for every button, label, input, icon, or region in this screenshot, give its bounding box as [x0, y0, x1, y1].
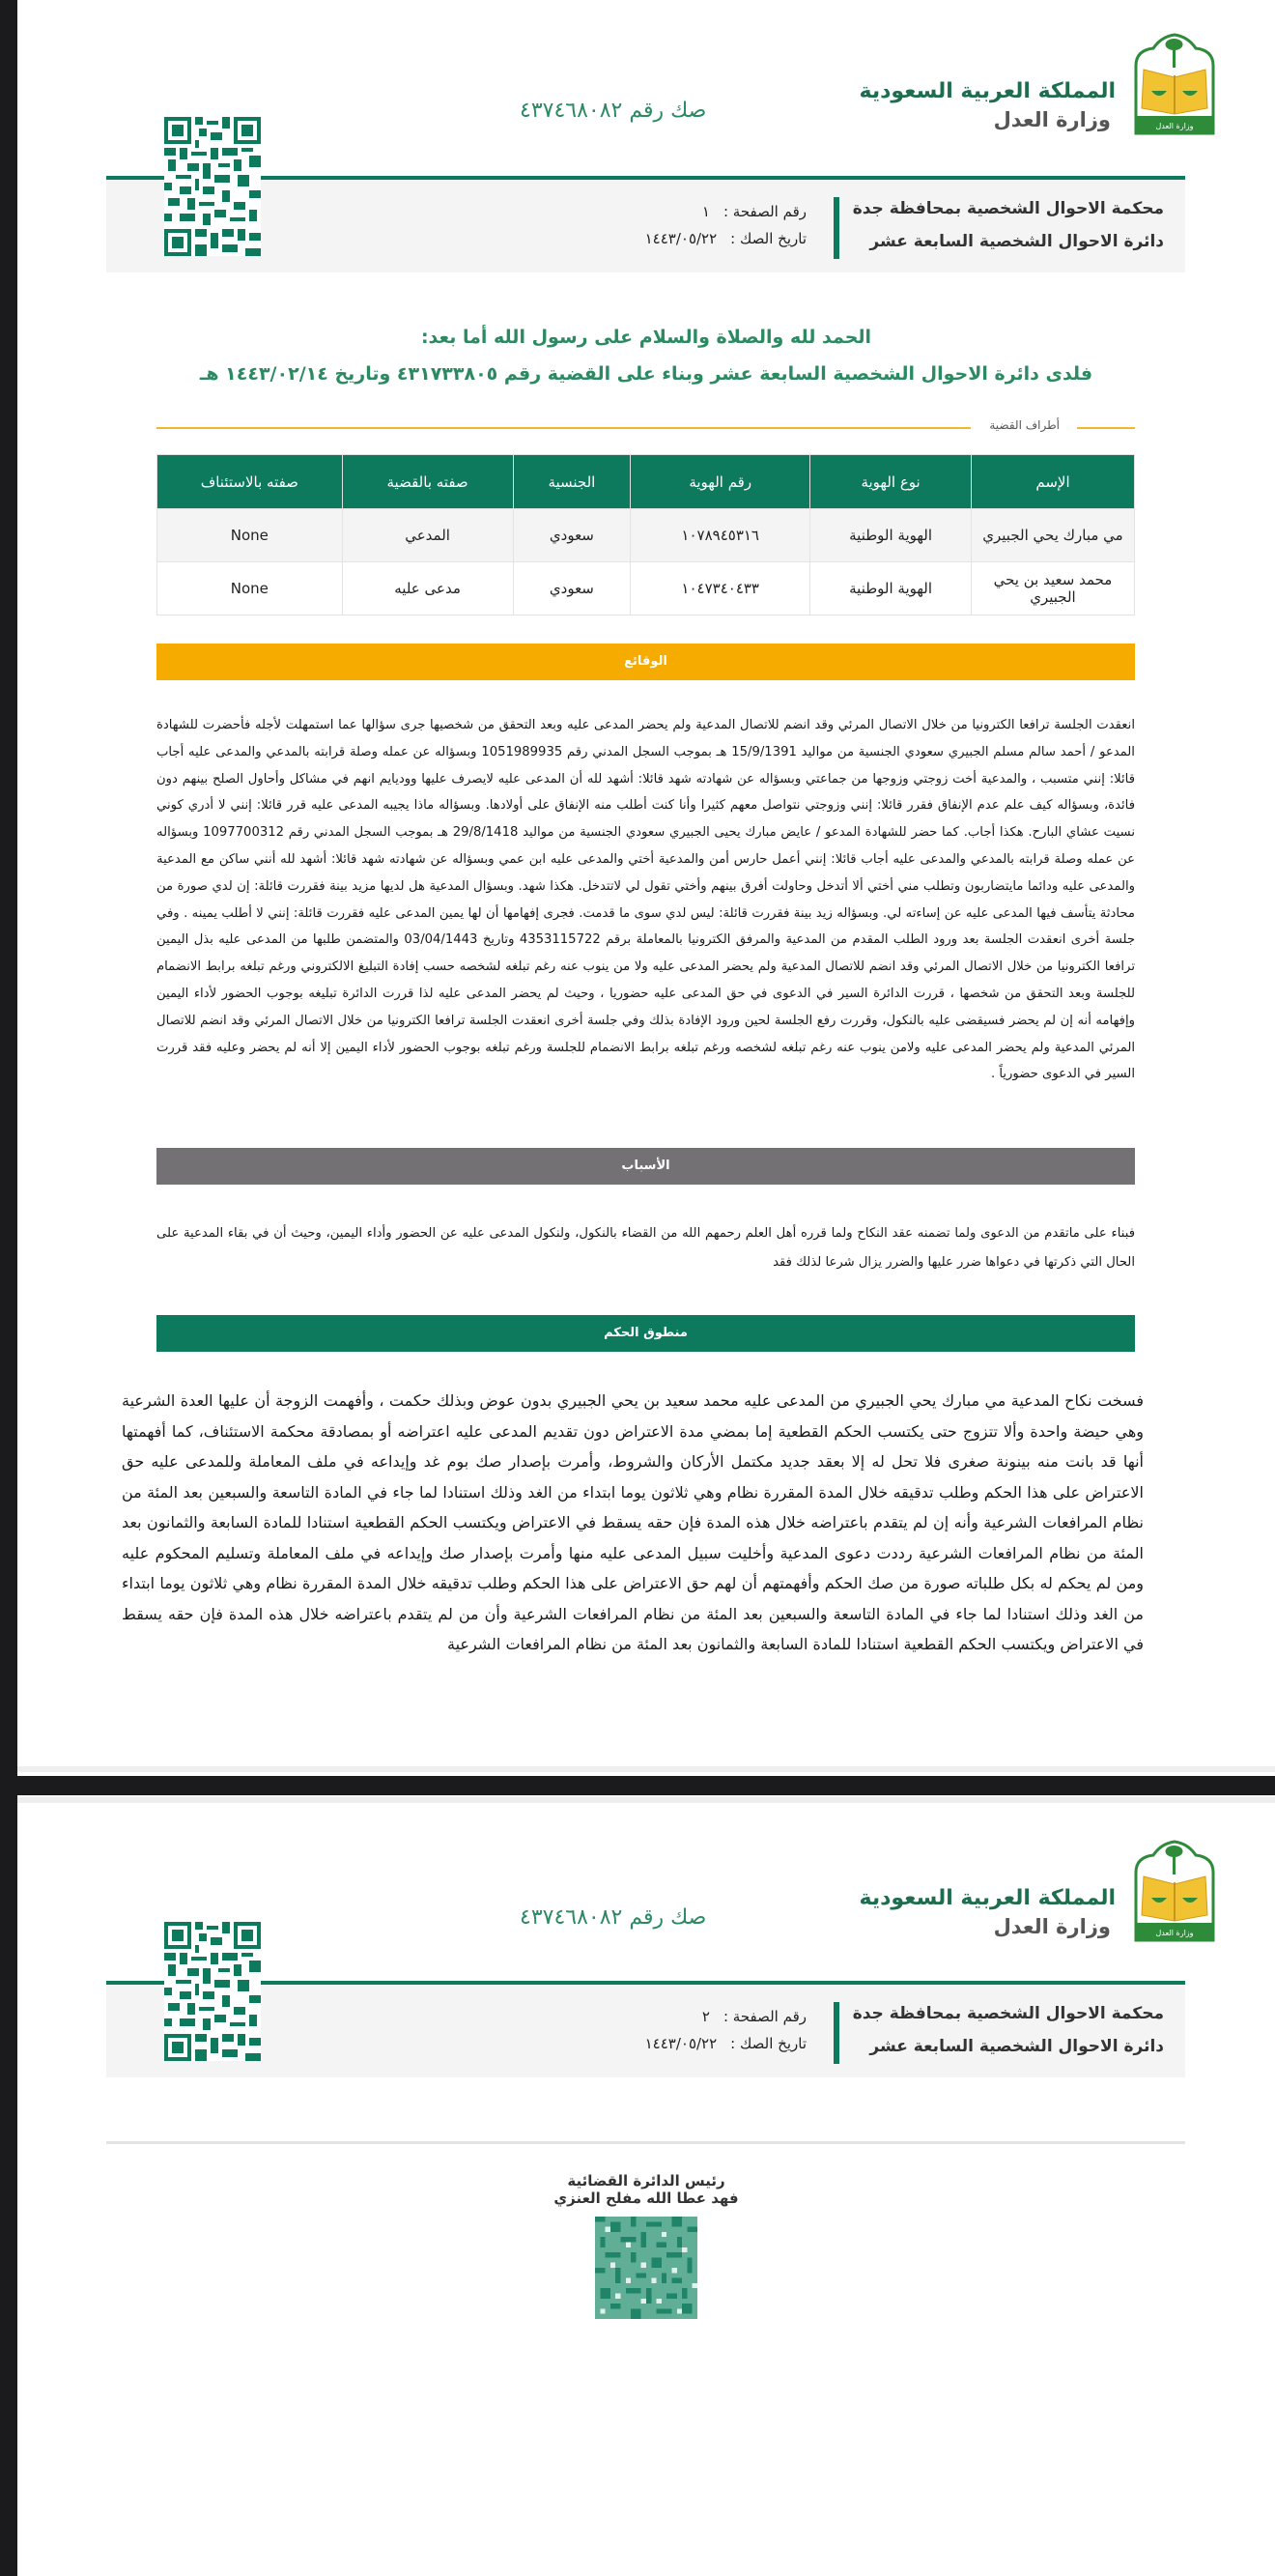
deed-date-row: [610, 2035, 807, 2052]
party-name: مي مبارك يحي الجبيري: [971, 509, 1134, 562]
party-role-in-appeal: None: [157, 509, 343, 562]
signatory-name: فهد عطا الله مفلح العنزي: [553, 2190, 739, 2207]
deed-date-value: ١٤٤٣/٠٥/٢٢: [644, 2035, 718, 2052]
ministry-name: وزارة العدل: [993, 108, 1111, 131]
party-id-number: ١٠٧٨٩٤٥٣١٦: [631, 509, 810, 562]
court-info-band: [106, 176, 1185, 272]
court-name: محكمة الاحوال الشخصية بمحافظة جدة: [852, 2004, 1164, 2023]
svg-text:وزارة العدل: وزارة العدل: [1155, 122, 1194, 130]
party-nationality: سعودي: [513, 509, 631, 562]
deed-number: [520, 99, 706, 123]
table-row: [157, 509, 1135, 562]
party-id-number: ١٠٤٧٣٤٠٤٣٣: [631, 562, 810, 615]
page-number-label: رقم الصفحة :: [722, 203, 807, 220]
page-header: [17, 0, 1275, 280]
case-reference-line: فلدى دائرة الاحوال الشخصية السابعة عشر وبناء على القضية رقم ٤٣١٧٣٣٨٠٥ وتاريخ ١٤٤٣/٠٢/١٤ هـ: [199, 363, 1093, 385]
qr-code-icon: [164, 1921, 261, 2062]
deed-date-value: ١٤٤٣/٠٥/٢٢: [644, 230, 718, 247]
deed-number-value: ٤٣٧٤٦٨٠٨٢: [520, 1905, 623, 1930]
reasons-text: فبناء على ماتقدم من الدعوى ولما تضمنه عقد النكاح ولما قرره أهل العلم رحمهم الله من القضاء بالنكول، ولنكول المدعى عليه عن الحضور وأداء اليمين، وحيث أن في بقاء المدعية على الحال التي ذكرتها في دعواها ضرر عليها والضرر يزال شرعا لذلك فقد: [156, 1226, 1135, 1270]
band-divider: [834, 197, 839, 259]
verification-code-icon: [595, 2217, 697, 2319]
opening-greeting: الحمد لله والصلاة والسلام على رسول الله أما بعد:: [420, 327, 872, 348]
deed-date-label: تاريخ الصك :: [730, 2035, 807, 2052]
column-header-nationality: الجنسية: [513, 455, 631, 509]
column-header-role-in-appeal: صفته بالاستئناف: [157, 455, 343, 509]
svg-text:وزارة العدل: وزارة العدل: [1155, 1929, 1194, 1937]
deed-number-label: صك رقم: [629, 99, 707, 123]
page-number-row: [604, 203, 807, 220]
ruling-text: فسخت نكاح المدعية مي مبارك يحي الجبيري من المدعى عليه محمد سعيد بن يحي الجبيري بدون عوض وبذلك حكمت ، وأفهمت الزوجة أن عليها العدة الشرعية وهي حيضة واحدة وألا تتزوج حتى يكتسب الحكم القطعية إما بمضي مدة الاعتراض دون تقديم المدعى عليه اعتراضه أو بمصادقة محكمة الاستئناف، كما أفهمتها أنها قد بانت منه بينونة صغرى فلا تحل له إلا بعقد جديد مكتمل الأركان والشروط، وأمرت بإصدار صك بوم غد وإيداعه في ملف المعاملة وللمدعى عليه حق الاعتراض على هذا الحكم وطلب تدقيقه خلال المدة المقررة نظام وهي ثلاثون يوما ابتداء من الغد وذلك استنادا لما جاء في المادة التاسعة والسبعين بعد المئة من نظام المرافعات الشرعية وأنه إن لم يتقدم باعتراضه خلال هذه المدة فإن حقه يسقط في الاعتراض ويكتسب الحكم القطعية استنادا للمادة السابعة والثمانون بعد المئة من نظام المرافعات الشرعية رددت دعوى المدعية وأخليت سبيل المدعى عليه منها وأمرت بإصدار صك وإيداعه في ملف المعاملة وتسليم المحكوم عليه ومن لم يحكم له بكل طلباته صورة من صك الحكم وأفهمتهم أن لهم حق الاعتراض على هذا الحكم وطلب تدقيقه خلال المدة المقررة نظام وهي ثلاثون يوما ابتداء من الغد وذلك استنادا لما جاء في المادة التاسعة والسبعين بعد المئة من نظام المرافعات الشرعية وأن من لم يتقدم باعتراضه خلال هذه المدة فإن حقه يسقط في الاعتراض ويكتسب الحكم القطعية استنادا للمادة السابعة والثمانون بعد المئة من نظام المرافعات الشرعية: [122, 1391, 1144, 1653]
signature-divider: [106, 2141, 1185, 2144]
page-number-value: ٢: [701, 2008, 710, 2025]
document-page-1: [17, 0, 1275, 1776]
court-name: محكمة الاحوال الشخصية بمحافظة جدة: [852, 199, 1164, 218]
page-header: [17, 1795, 1275, 2075]
party-nationality: سعودي: [513, 562, 631, 615]
deed-date-row: [610, 230, 807, 247]
party-name: محمد سعيد بن يحي الجبيري: [971, 562, 1134, 615]
deed-date-label: تاريخ الصك :: [730, 230, 807, 247]
facts-text: انعقدت الجلسة ترافعا الكترونيا من خلال الاتصال المرئي وقد انضم للاتصال المدعية ولم يحضر المدعى عليه وبعد التحقق من شخصيها جرى سؤالها عما استمهلت لأجله فأحضرت للشهادة المدعو / أحمد سالم مسلم الجبيري سعودي الجنسية من مواليد 15/9/1391 هـ بموجب السجل المدني رقم 1051989935 وبسؤاله عن عمله وصلة قرابته بالمدعي والمدعى عليه أجاب قائلا: إنني متسبب ، والمدعية أخت زوجتي وزوجها من جماعتي وبسؤاله عن شهادته شهد قائلا: أشهد لله أن المدعى عليه لايصرف عليها ووديايم انهم في مشاكل وأحاول الصلح بينهم دون فائدة، وبسؤاله كيف علم عدم الإنفاق فقرر قائلا: إنني وزوجتي نتواصل معهم كثيرا وأنا كنت أطلب منه الإنفاق على أولادها. وبسؤاله ماذا يجيبه المدعى عليه قرر قائلا: إنني لا أدري كوني نسيت عشاي البارح. هكذا أجاب. كما حضر للشهادة المدعو / عايض مبارك يحيى الجبيري سعودي الجنسية من مواليد 29/8/1418 هـ بموجب السجل المدني رقم 1097700312 وبسؤاله عن عمله وصلة قرابته بالمدعي والمدعى عليه أجاب قائلا: إنني أعمل حارس أمن والمدعية أختي والمدعى عليه ابن عمي وبسؤاله عن شهادته شهد قائلا: أشهد لله أنني ساكن مع المدعية والمدعى عليه ودائما مايتضاربون وتطلب مني أختي ألا أتدخل وحاولت أفرق بينهم وأختي تقول لي لاتتدخل. هكذا شهد. وبسؤال المدعية هل لديها مزيد بينة فقررت قائلة: إن لدي صورة من محادثة يتأسف فيها المدعى عليه عن إساءته لي. وبسؤاله زيد بينة فقررت قائلة: ليس لدي سوى ما قدمت. فجرى إفهامها أن لها يمين المدعى عليه فقررت قائلة: إنني لا أطلب يمينه . وفي جلسة أخرى انعقدت الجلسة بعد ورود الطلب المقدم من المدعية والمرفق الكترونيا بالمعاملة برقم 4353115722 وتاريخ 03/04/1443 والمتضمن طلبها من المدعى عليه بذل اليمين ترافعا الكترونيا من خلال الاتصال المرئي وقد انضم للاتصال المدعية ولم يحضر المدعى عليه ولا من ينوب عنه رغم تبلغه لشخصه حسب إفادة التبليغ الالكتروني ورغم تبلغه برابط الانضمام للجلسة وبعد التحقق من شخصها ، قررت الدائرة السير في الدعوى في حق المدعى عليه حضوريا ، وحيث لم يحضر المدعى عليه لذا قررت الدائرة تبليغه بوجوب الحضور لأداء اليمين وإفهامه أنه إن لم يحضر فسيقضى عليه بالنكول، وقررت رفع الجلسة لحين ورود الإفادة بذلك وفي جلسة أخرى انعقدت الجلسة ترافعا الكترونيا من خلال الاتصال المرئي وقد انضم للاتصال المرئي المدعية ولم يحضر المدعى عليه ولامن ينوب عنه رغم تبلغه لشخصه ورغم تبلغه برابط الانضمام للجلسة ورغم تبلغه بوجوب الحضور لأداء اليمين إلا أنه لم يحضر وعليه فقد قررت السير في الدعوى حضورياً .: [156, 718, 1135, 1082]
table-row: [157, 562, 1135, 615]
party-role-in-case: المدعي: [342, 509, 513, 562]
band-divider: [834, 2002, 839, 2064]
ministry-emblem-icon: [1132, 1840, 1217, 1942]
facts-section-header: الوقائع: [156, 644, 1135, 680]
column-header-name: الإسم: [971, 455, 1134, 509]
page-number-label: رقم الصفحة :: [722, 2008, 807, 2025]
document-page-2: [17, 1795, 1275, 2576]
reasons-section-header: الأسباب: [156, 1148, 1135, 1185]
column-header-id-type: نوع الهوية: [810, 455, 972, 509]
party-id-type: الهوية الوطنية: [810, 562, 972, 615]
deed-number-label: صك رقم: [629, 1905, 707, 1930]
party-role-in-case: مدعى عليه: [342, 562, 513, 615]
kingdom-name: المملكة العربية السعودية: [859, 1886, 1116, 1910]
ministry-emblem-icon: [1132, 33, 1217, 135]
kingdom-name: المملكة العربية السعودية: [859, 79, 1116, 103]
circuit-name: دائرة الاحوال الشخصية السابعة عشر: [869, 2037, 1164, 2056]
deed-number: [520, 1905, 706, 1930]
party-id-type: الهوية الوطنية: [810, 509, 972, 562]
signatory-title: رئيس الدائرة القضائية: [567, 2172, 725, 2190]
qr-code-icon: [164, 116, 261, 257]
parties-table: [156, 454, 1135, 615]
table-header-row: [157, 455, 1135, 509]
court-info-band: [106, 1981, 1185, 2077]
column-header-id-number: رقم الهوية: [631, 455, 810, 509]
page-number-value: ١: [701, 203, 710, 220]
deed-number-value: ٤٣٧٤٦٨٠٨٢: [520, 99, 623, 123]
parties-section-divider: [156, 418, 1135, 432]
ministry-name: وزارة العدل: [993, 1915, 1111, 1938]
parties-section-label: أطراف القضية: [989, 418, 1060, 432]
ruling-section-header: منطوق الحكم: [156, 1315, 1135, 1352]
party-role-in-appeal: None: [157, 562, 343, 615]
page-bottom-edge: [17, 1766, 1275, 1772]
column-header-role-in-case: صفته بالقضية: [342, 455, 513, 509]
page-number-row: [604, 2008, 807, 2025]
circuit-name: دائرة الاحوال الشخصية السابعة عشر: [869, 232, 1164, 251]
